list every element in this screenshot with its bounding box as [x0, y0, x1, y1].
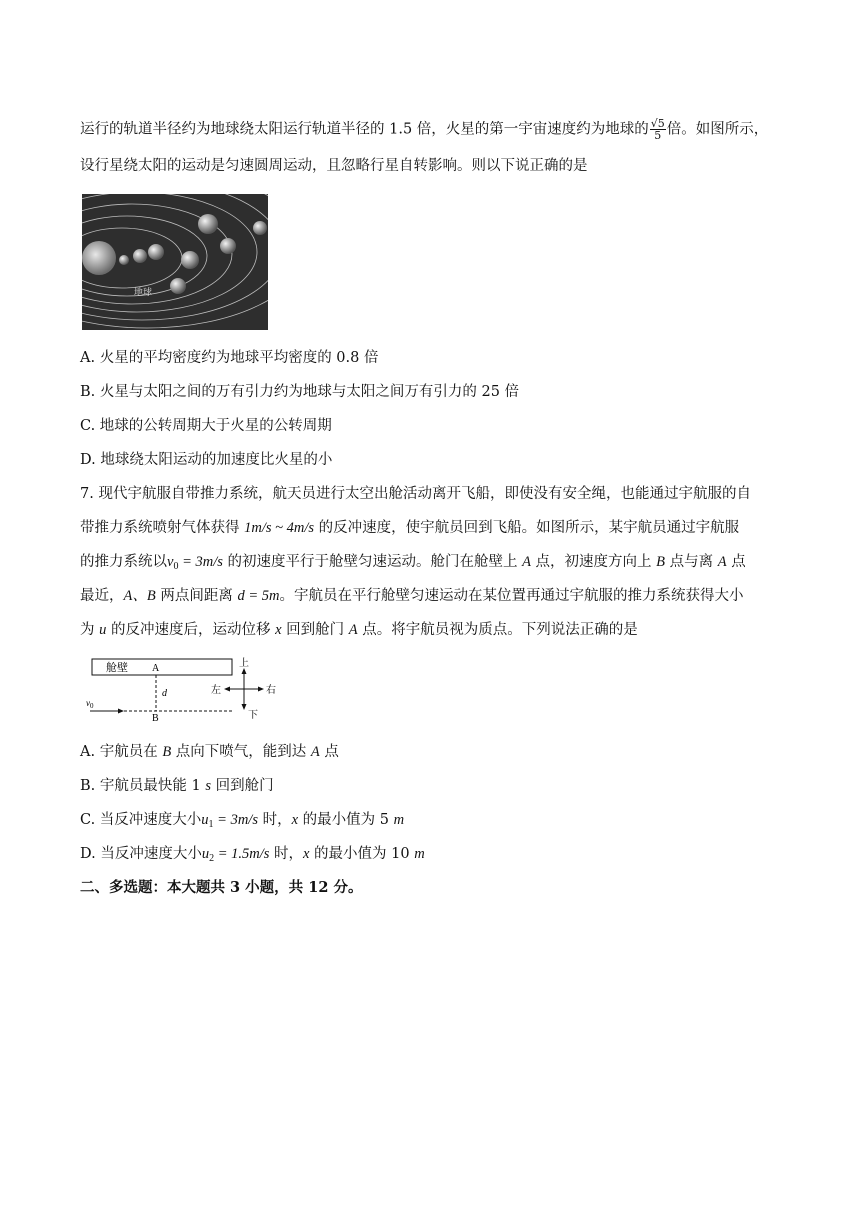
u-symbol: u: [201, 846, 210, 862]
q7-line-5-b: 的反冲速度后，运动位移: [106, 622, 276, 638]
planet-uranus: [220, 238, 236, 254]
q6-line-1-tail: 倍。如图所示，: [666, 121, 769, 138]
door-a-label: A: [152, 663, 160, 674]
u-symbol: u: [201, 812, 209, 828]
q7-option-c: [80, 810, 404, 835]
v0-symbol: v: [86, 698, 90, 708]
symbol-x: x: [303, 846, 310, 862]
sun: [82, 241, 116, 275]
q7-option-a-part: 点向下喷气，能到达: [171, 744, 311, 760]
point-a: A: [348, 622, 358, 638]
velocity-arrowhead: [118, 709, 124, 714]
u-subscript: 1: [208, 819, 214, 830]
fraction-denominator: 5: [654, 129, 662, 142]
symbol-x: x: [275, 622, 282, 638]
compass-left-label: 左: [211, 685, 221, 696]
symbol-u: u: [99, 622, 107, 638]
v-symbol: v: [167, 554, 174, 570]
q7-option-c-part: 时，: [257, 812, 292, 828]
planet-mercury: [119, 255, 129, 265]
q7-option-b: [80, 776, 274, 796]
point-b-label: B: [152, 713, 159, 722]
point-b: B: [656, 554, 666, 570]
planet-venus: [133, 249, 147, 263]
q7-line-4-b: 两点间距离: [155, 588, 238, 604]
fraction-numerator: √5: [650, 117, 665, 130]
q7-line-3-c: 点，初速度方向上: [530, 554, 657, 570]
q7-option-b-part: B. 宇航员最快能 1: [80, 778, 206, 794]
planet-mars: [170, 278, 186, 294]
q7-option-d-part: 的最小值为 10: [309, 846, 415, 862]
solar-system-figure: [82, 194, 268, 330]
point-a: A: [310, 744, 320, 760]
unit-s: s: [205, 778, 211, 794]
initial-velocity: [167, 554, 223, 570]
unit-m: m: [414, 846, 425, 862]
q7-option-a: [80, 742, 339, 762]
v-value: = 3m/s: [178, 554, 223, 570]
planet-neptune: [253, 221, 267, 235]
q7-option-b-part: 回到舱门: [210, 778, 274, 794]
compass-up-label: 上: [239, 658, 249, 669]
q7-line-3-b: 的初速度平行于舱壁匀速运动。舱门在舱壁上: [222, 554, 523, 570]
points-ab: A、B: [123, 588, 156, 604]
u-subscript: 2: [209, 853, 215, 864]
q7-option-c-part: 的最小值为 5: [298, 812, 394, 828]
compass-right-arrow: [258, 687, 264, 692]
q6-option-c: C. 地球的公转周期大于火星的公转周期: [80, 418, 332, 434]
v0-subscript: 0: [90, 702, 94, 710]
compass-down-label: 下: [248, 710, 258, 721]
q6-option-b: B. 火星与太阳之间的万有引力约为地球与太阳之间万有引力的 25 倍: [80, 384, 520, 400]
q7-line-3-a: 的推力系统以: [80, 554, 167, 570]
q7-option-d: [80, 844, 425, 869]
compass-left-arrow: [224, 687, 230, 692]
q7-line-5-a: 为: [80, 622, 100, 638]
q7-line-2: [80, 518, 739, 538]
q7-option-a-part: A. 宇航员在: [80, 744, 163, 760]
q6-line-1: [80, 118, 768, 141]
q7-line-2-a: 带推力系统喷射气体获得: [80, 520, 245, 536]
q7-option-a-part: 点: [319, 744, 339, 760]
sqrt5-over-5-fraction: [650, 118, 666, 141]
wall-label: 舱壁: [106, 661, 128, 674]
q7-line-3-d: 点与离: [665, 554, 718, 570]
q7-line-5: [80, 620, 638, 640]
compass-right-label: 右: [266, 685, 276, 696]
q7-line-3: [80, 552, 746, 577]
q7-option-d-part: 时，: [269, 846, 303, 862]
planet-saturn: [198, 214, 218, 234]
q7-line-1: 7. 现代宇航服自带推力系统，航天员进行太空出舱活动离开飞船，即使没有安全绳，也能通过宇航服的自: [80, 486, 751, 502]
u2-expression: [202, 846, 270, 862]
v-subscript: 0: [173, 561, 179, 572]
q7-option-c-part: C. 当反冲速度大小: [80, 812, 202, 828]
q7-line-4: [80, 586, 743, 606]
distance-label: d: [162, 688, 167, 699]
u-value: = 3m/s: [213, 812, 258, 828]
point-a: A: [522, 554, 531, 570]
q7-line-3-e: 点: [726, 554, 746, 570]
section-2-heading: 二、多选题：本大题共 3 小题，共 12 分。: [80, 879, 363, 896]
distance-d: d = 5m: [237, 588, 280, 604]
point-a: A: [717, 554, 727, 570]
q7-line-4-a: 最近，: [80, 588, 124, 604]
spaceship-wall-figure: [82, 656, 282, 722]
q7-line-4-c: 。宇航员在平行舱壁匀速运动在某位置再通过宇航服的推力系统获得大小: [279, 588, 744, 604]
symbol-x: x: [291, 812, 299, 828]
q6-line-2: 设行星绕太阳的运动是匀速圆周运动，且忽略行星自转影响。则以下说正确的是: [80, 158, 588, 174]
q7-option-d-part: D. 当反冲速度大小: [80, 846, 202, 862]
speed-range: 1m/s ~ 4m/s: [244, 520, 314, 536]
point-b: B: [162, 744, 172, 760]
q6-line-1-text: 运行的轨道半径约为地球绕太阳运行轨道半径的 1.5 倍，火星的第一宇宙速度约为地球的: [80, 121, 649, 138]
q7-line-5-d: 点。将宇航员视为质点。下列说法正确的是: [357, 622, 638, 638]
u1-expression: [201, 812, 258, 828]
q6-option-d: D. 地球绕太阳运动的加速度比火星的小: [80, 452, 333, 468]
q6-option-a: A. 火星的平均密度约为地球平均密度的 0.8 倍: [80, 350, 379, 366]
planet-earth: [148, 244, 164, 260]
compass-down-arrow: [242, 704, 247, 710]
earth-label: 地球: [134, 288, 153, 298]
q7-line-5-c: 回到舱门: [281, 622, 349, 638]
unit-m: m: [393, 812, 405, 828]
v0-label: [86, 698, 94, 710]
u-value: = 1.5m/s: [214, 846, 270, 862]
q7-line-2-b: 的反冲速度，使宇航员回到飞船。如图所示，某宇航员通过宇航服: [314, 520, 740, 536]
planet-jupiter: [181, 251, 199, 269]
